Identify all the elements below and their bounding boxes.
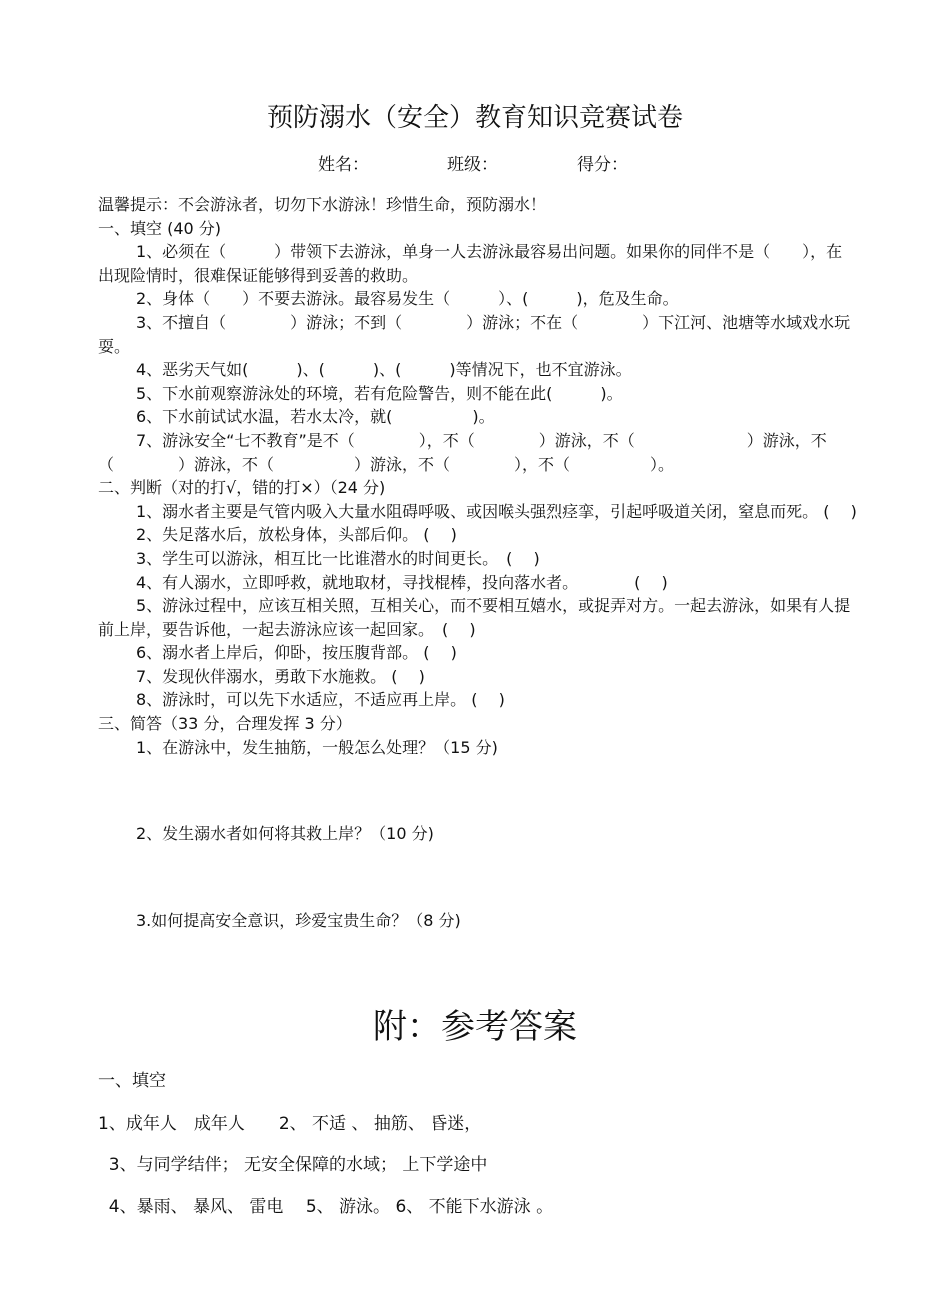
fill-question: 7、游泳安全“七不教育”是不（ ），不（ ）游泳，不（ ）游泳，不（ ）游泳，不（ ）游泳，不（ ），不（ ）。 (98, 430, 827, 474)
answers-title: 附：参考答案 (373, 1007, 577, 1047)
judge-question: 4、有人溺水，立即呼救，就地取材，寻找棍棒，投向落水者。 ( ) (136, 572, 668, 592)
class-label: 班级： (447, 155, 498, 175)
fill-question: 1、必须在（ ）带领下去游泳，单身一人去游泳最容易出问题。如果你的同伴不是（ ），在出现险情时，很难保证能够得到妥善的救助。 (98, 242, 843, 285)
fill-question: 5、下水前观察游泳处的环境，若有危险警告，则不能在此( )。 (136, 383, 623, 403)
warm-tip: 温馨提示：不会游泳者，切勿下水游泳！珍惜生命，预防溺水！ (98, 195, 547, 214)
short-question: 2、发生溺水者如何将其救上岸？（10 分) (136, 824, 434, 844)
fill-question: 6、下水前试试水温，若水太冷，就( )。 (136, 407, 495, 427)
judge-question: 5、游泳过程中，应该互相关照，互相关心，而不要相互嬉水，或捉弄对方。一起去游泳，如果有人提前上岸，要告诉他，一起去游泳应该一起回家。 ( ) (98, 596, 851, 639)
section-heading-judge: 二、判断（对的打√，错的打×）（24 分) (98, 478, 386, 498)
exam-body (98, 193, 858, 932)
judge-question: 6、溺水者上岸后，仰卧，按压腹背部。 ( ) (136, 643, 457, 663)
fill-question: 4、恶劣天气如( )、( )、( )等情况下，也不宜游泳。 (136, 360, 632, 380)
judge-question: 8、游泳时，可以先下水适应，不适应再上岸。 ( ) (136, 690, 505, 710)
exam-title: 预防溺水（安全）教育知识竞赛试卷 (266, 103, 683, 133)
short-question: 1、在游泳中，发生抽筋，一般怎么处理？（15 分) (136, 737, 498, 757)
student-info-row (0, 152, 950, 178)
name-label: 姓名： (318, 155, 369, 175)
answer-line: 1、成年人 成年人 2、 不适 、 抽筋、 昏迷， (98, 1114, 482, 1134)
short-question: 3.如何提高安全意识，珍爱宝贵生命？（8 分) (136, 910, 461, 930)
answer-line: 4、暴雨、 暴风、 雷电 5、 游泳。 6、 不能下水游泳 。 (98, 1197, 554, 1217)
score-label: 得分： (577, 155, 628, 175)
answers-heading: 一、填空 (98, 1071, 166, 1091)
judge-question: 3、学生可以游泳，相互比一比谁潜水的时间更长。 ( ) (136, 548, 540, 568)
fill-question: 2、身体（ ）不要去游泳。最容易发生（ ）、( )，危及生命。 (136, 289, 679, 309)
judge-question: 7、发现伙伴溺水，勇敢下水施救。 ( ) (136, 666, 425, 686)
answer-space (98, 846, 858, 909)
judge-question: 2、失足落水后，放松身体，头部后仰。 ( ) (136, 525, 457, 545)
answer-line: 3、与同学结伴； 无安全保障的水域； 上下学途中 (98, 1155, 488, 1175)
answer-space (98, 759, 858, 822)
fill-question: 3、不擅自（ ）游泳；不到（ ）游泳；不在（ ）下江河、池塘等水域戏水玩耍。 (98, 312, 851, 356)
judge-question: 1、溺水者主要是气管内吸入大量水阻碍呼吸、或因喉头强烈痉挛，引起呼吸道关闭，窒息而死。 ( ) (136, 501, 857, 521)
section-heading-short: 三、简答（33 分，合理发挥 3 分） (98, 714, 352, 734)
section-heading-fill: 一、填空 (40 分) (98, 218, 222, 238)
